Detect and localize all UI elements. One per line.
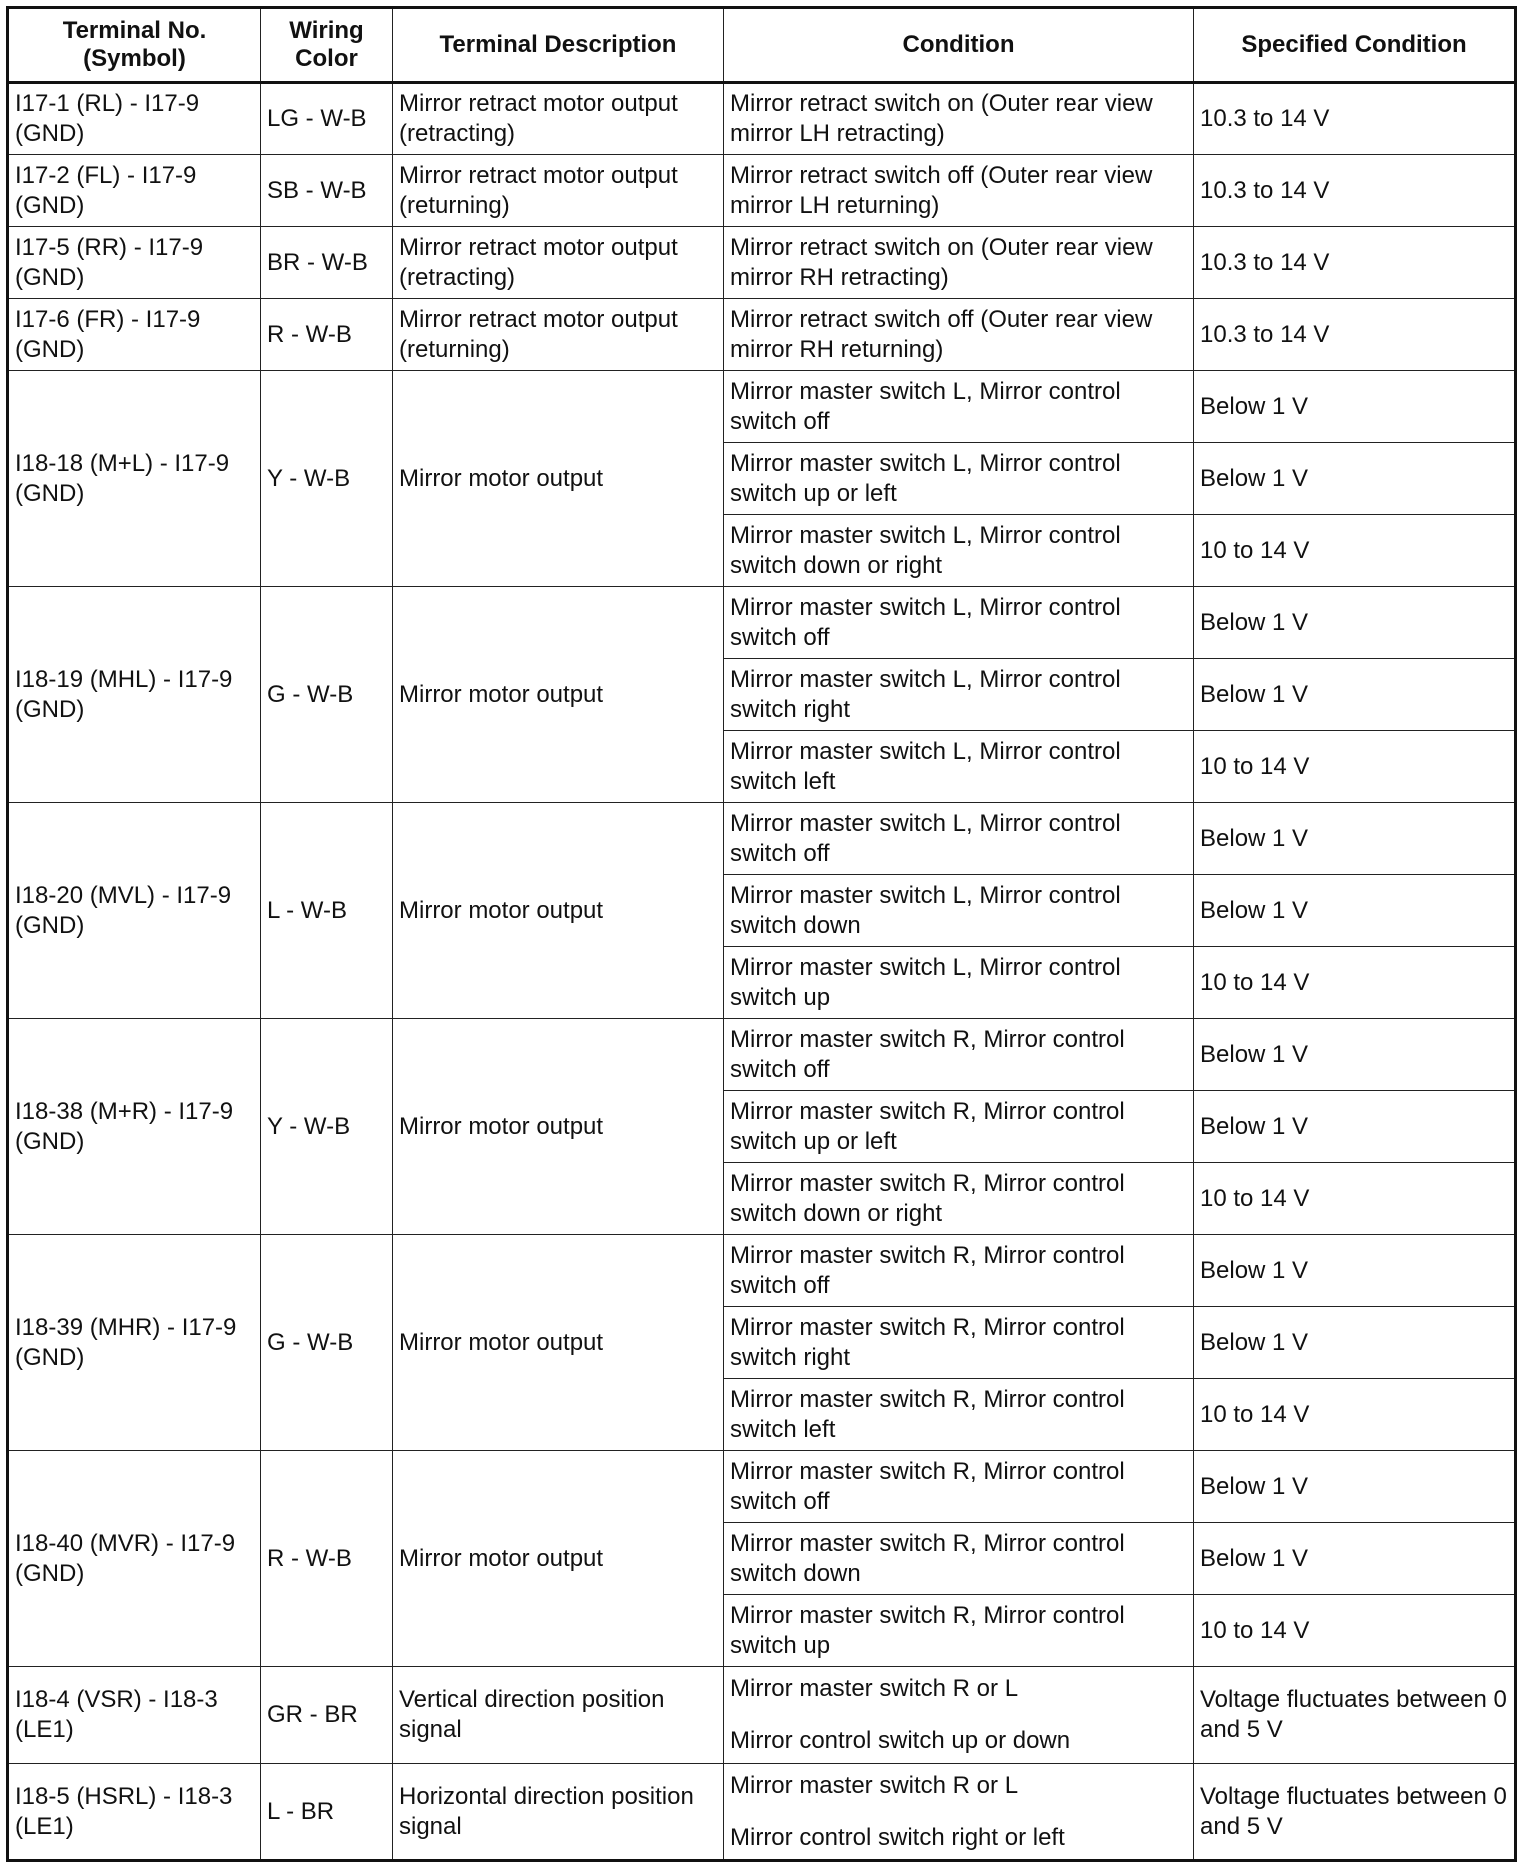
wiring-color-cell: Y - W-B (261, 371, 393, 587)
terminal-cell: I17-5 (RR) - I17-9 (GND) (8, 227, 261, 299)
condition-cell: Mirror master switch R, Mirror control switch down (724, 1523, 1194, 1595)
header-condition-label: Condition (902, 31, 1015, 58)
terminal-cell: I18-18 (M+L) - I17-9 (GND) (8, 371, 261, 587)
header-terminal-description (393, 8, 724, 83)
condition-cell: Mirror master switch L, Mirror control switch down (724, 875, 1194, 947)
condition-cell: Mirror master switch R, Mirror control switch off (724, 1019, 1194, 1091)
wiring-color-cell: G - W-B (261, 587, 393, 803)
table-row (8, 803, 1516, 875)
table-row (8, 299, 1516, 371)
header-terminal (8, 8, 261, 83)
description-cell: Mirror motor output (393, 371, 724, 587)
condition-cell: Mirror retract switch off (Outer rear view mirror RH returning) (724, 299, 1194, 371)
terminal-table-container (6, 6, 1517, 1862)
wiring-color-cell: R - W-B (261, 299, 393, 371)
specified-condition-cell: Below 1 V (1194, 1307, 1516, 1379)
table-row (8, 83, 1516, 155)
condition-cell (724, 1667, 1194, 1764)
specified-condition-cell: 10 to 14 V (1194, 1595, 1516, 1667)
description-cell: Horizontal direction position signal (393, 1764, 724, 1861)
table-row (8, 1019, 1516, 1091)
specified-condition-cell: Below 1 V (1194, 443, 1516, 515)
condition-line: Mirror control switch right or left (730, 1823, 1065, 1851)
description-cell: Vertical direction position signal (393, 1667, 724, 1764)
condition-cell: Mirror master switch L, Mirror control switch off (724, 803, 1194, 875)
wiring-color-cell: L - W-B (261, 803, 393, 1019)
specified-condition-cell: Voltage fluctuates between 0 and 5 V (1194, 1667, 1516, 1764)
condition-cell: Mirror master switch L, Mirror control switch down or right (724, 515, 1194, 587)
condition-cell: Mirror retract switch off (Outer rear view mirror LH returning) (724, 155, 1194, 227)
table-header (8, 8, 1516, 83)
specified-condition-cell: Below 1 V (1194, 803, 1516, 875)
header-specified-condition (1194, 8, 1516, 83)
table-row (8, 1451, 1516, 1523)
terminal-spec-table (6, 6, 1517, 1862)
specified-condition-cell: Below 1 V (1194, 1451, 1516, 1523)
header-wiring-color (261, 8, 393, 83)
header-condition (724, 8, 1194, 83)
condition-cell: Mirror master switch L, Mirror control switch off (724, 587, 1194, 659)
specified-condition-cell: Below 1 V (1194, 1019, 1516, 1091)
specified-condition-cell: 10.3 to 14 V (1194, 83, 1516, 155)
table-row (8, 371, 1516, 443)
table-body (8, 83, 1516, 1861)
wiring-color-cell: R - W-B (261, 1451, 393, 1667)
description-cell: Mirror motor output (393, 1235, 724, 1451)
header-specified-label: Specified Condition (1241, 31, 1467, 58)
header-description-label: Terminal Description (439, 31, 677, 58)
wiring-color-cell: L - BR (261, 1764, 393, 1861)
terminal-cell: I18-38 (M+R) - I17-9 (GND) (8, 1019, 261, 1235)
specified-condition-cell: Voltage fluctuates between 0 and 5 V (1194, 1764, 1516, 1861)
condition-cell: Mirror master switch R, Mirror control switch down or right (724, 1163, 1194, 1235)
specified-condition-cell: Below 1 V (1194, 1523, 1516, 1595)
table-row (8, 1764, 1516, 1861)
wiring-color-cell: Y - W-B (261, 1019, 393, 1235)
terminal-cell: I18-39 (MHR) - I17-9 (GND) (8, 1235, 261, 1451)
table-row (8, 155, 1516, 227)
header-wiring-label: Wiring Color (289, 17, 364, 72)
specified-condition-cell: 10 to 14 V (1194, 947, 1516, 1019)
table-row (8, 587, 1516, 659)
description-cell: Mirror retract motor output (retracting) (393, 227, 724, 299)
header-terminal-label: Terminal No. (Symbol) (62, 17, 207, 72)
wiring-color-cell: BR - W-B (261, 227, 393, 299)
condition-cell: Mirror master switch L, Mirror control switch left (724, 731, 1194, 803)
description-cell: Mirror retract motor output (returning) (393, 299, 724, 371)
terminal-cell: I18-20 (MVL) - I17-9 (GND) (8, 803, 261, 1019)
specified-condition-cell: Below 1 V (1194, 1091, 1516, 1163)
table-row (8, 1235, 1516, 1307)
specified-condition-cell: 10 to 14 V (1194, 515, 1516, 587)
condition-cell: Mirror master switch L, Mirror control switch up (724, 947, 1194, 1019)
terminal-cell: I18-4 (VSR) - I18-3 (LE1) (8, 1667, 261, 1764)
condition-cell: Mirror master switch R, Mirror control switch up or left (724, 1091, 1194, 1163)
specified-condition-cell: 10.3 to 14 V (1194, 227, 1516, 299)
description-cell: Mirror retract motor output (retracting) (393, 83, 724, 155)
condition-line: Mirror master switch R or L (730, 1771, 1019, 1799)
condition-cell: Mirror master switch L, Mirror control switch off (724, 371, 1194, 443)
condition-cell: Mirror master switch R, Mirror control switch off (724, 1451, 1194, 1523)
description-cell: Mirror motor output (393, 803, 724, 1019)
specified-condition-cell: 10 to 14 V (1194, 731, 1516, 803)
specified-condition-cell: 10 to 14 V (1194, 1163, 1516, 1235)
terminal-cell: I18-40 (MVR) - I17-9 (GND) (8, 1451, 261, 1667)
condition-line: Mirror master switch R or L (730, 1675, 1019, 1702)
condition-cell: Mirror master switch R, Mirror control switch right (724, 1307, 1194, 1379)
terminal-cell: I18-19 (MHL) - I17-9 (GND) (8, 587, 261, 803)
terminal-cell: I17-6 (FR) - I17-9 (GND) (8, 299, 261, 371)
specified-condition-cell: 10.3 to 14 V (1194, 299, 1516, 371)
description-cell: Mirror motor output (393, 1451, 724, 1667)
condition-cell (724, 1764, 1194, 1861)
specified-condition-cell: Below 1 V (1194, 371, 1516, 443)
table-row (8, 1667, 1516, 1764)
terminal-cell: I18-5 (HSRL) - I18-3 (LE1) (8, 1764, 261, 1861)
specified-condition-cell: Below 1 V (1194, 659, 1516, 731)
condition-cell: Mirror master switch L, Mirror control switch up or left (724, 443, 1194, 515)
wiring-color-cell: LG - W-B (261, 83, 393, 155)
table-row (8, 227, 1516, 299)
terminal-cell: I17-1 (RL) - I17-9 (GND) (8, 83, 261, 155)
description-cell: Mirror motor output (393, 1019, 724, 1235)
terminal-cell: I17-2 (FL) - I17-9 (GND) (8, 155, 261, 227)
condition-cell: Mirror retract switch on (Outer rear view mirror RH retracting) (724, 227, 1194, 299)
specified-condition-cell: Below 1 V (1194, 1235, 1516, 1307)
condition-cell: Mirror master switch R, Mirror control switch up (724, 1595, 1194, 1667)
description-cell: Mirror retract motor output (returning) (393, 155, 724, 227)
condition-cell: Mirror retract switch on (Outer rear view mirror LH retracting) (724, 83, 1194, 155)
description-cell: Mirror motor output (393, 587, 724, 803)
specified-condition-cell: Below 1 V (1194, 587, 1516, 659)
wiring-color-cell: G - W-B (261, 1235, 393, 1451)
condition-cell: Mirror master switch R, Mirror control switch left (724, 1379, 1194, 1451)
specified-condition-cell: 10.3 to 14 V (1194, 155, 1516, 227)
specified-condition-cell: Below 1 V (1194, 875, 1516, 947)
specified-condition-cell: 10 to 14 V (1194, 1379, 1516, 1451)
wiring-color-cell: GR - BR (261, 1667, 393, 1764)
condition-line: Mirror control switch up or down (730, 1727, 1071, 1754)
condition-cell: Mirror master switch R, Mirror control switch off (724, 1235, 1194, 1307)
wiring-color-cell: SB - W-B (261, 155, 393, 227)
condition-cell: Mirror master switch L, Mirror control switch right (724, 659, 1194, 731)
